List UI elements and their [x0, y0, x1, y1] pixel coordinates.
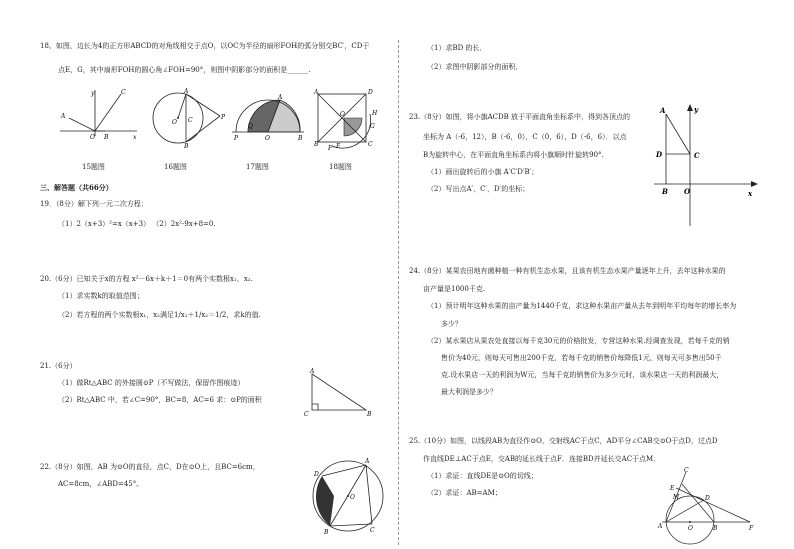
figure-17 [228, 92, 308, 147]
f22-a: A [365, 458, 370, 465]
f25-o: O [688, 525, 693, 532]
figure-16 [148, 86, 228, 148]
f17-q: Q [248, 123, 253, 130]
q18-line1: 18、如图，边长为4的正方形ABCD的对角线相交于点O，以OC为半径的扇形FOH的弧分别交BC′，CD于 [40, 42, 370, 50]
q24-p1b: 多少？ [441, 320, 462, 328]
q24-line1: 24.（8分）某果农田地有菌种植一种有机生态水果，且该有机生态水果产量逐年上升，去年这种水果的 [409, 267, 726, 275]
fig18-caption: 18题图 [329, 163, 352, 171]
f25-d: D [705, 495, 710, 502]
q24-p2a: （2）某水果店从果农处直接以每千克30元的价格批发，专营这种水果.经调查发现，若每千克的销 [427, 337, 730, 345]
f18-a: A [314, 89, 319, 96]
f25-c: C [684, 467, 689, 474]
f22-b: B [324, 529, 329, 536]
q19-parts: （1）2（x+3）²=x（x+3） （2）2x²-9x+8=0. [58, 220, 216, 228]
figure-15 [55, 86, 140, 141]
f21-a: A [310, 368, 315, 375]
f23-b: B [662, 187, 668, 196]
figure-25 [652, 466, 757, 546]
f16-o: O [172, 119, 177, 126]
fig15-caption: 15题图 [82, 163, 105, 171]
f17-o: O [265, 135, 270, 142]
q20: 20.（6分）已知关于x的方程 x²－6x＋k＋1＝0有两个实数根x₁，x₂. [40, 275, 253, 283]
f18-g: G [370, 123, 375, 130]
f22-d: D [314, 471, 319, 478]
f25-e: E [670, 485, 675, 492]
f17-a: A [278, 94, 283, 101]
f23-x: x [748, 189, 753, 198]
q25-p2: （2）求证：AB=AM； [427, 489, 502, 497]
f16-p: P [221, 114, 226, 121]
f21-c: C [304, 411, 309, 418]
q24-p2d: 最大利润是多少？ [441, 388, 497, 396]
f18-o: O [340, 111, 345, 118]
q21-p1: （1）做Rt△ABC 的外接圆⊙P（不写做法，保留作图痕迹） [58, 379, 245, 387]
q22-p1: （1）求BD 的长． [427, 44, 487, 52]
q19: 19．（8分）解下列一元二次方程： [40, 200, 148, 208]
q24-p2b: 售价为40元，则每天可售出200千克，若每千克的销售价每降低1元，则每天可多售出50千 [441, 354, 722, 362]
q24-line2: 亩产量是1000千克. [423, 285, 486, 293]
f18-b: B [314, 141, 319, 148]
q21-p2: （2）Rt△ABC 中，若∠C=90°，BC=8，AC=6 求：⊙P的面积 [58, 396, 262, 404]
q24-p1a: （1）预计明年这种水果的亩产量为1440千克，求这种水果亩产量从去年到明年平均每年的增长率为 [427, 302, 737, 310]
figure-18 [312, 88, 382, 150]
f18-d: D [368, 89, 373, 96]
fig16-caption: 16题图 [164, 163, 187, 171]
q22-line2: AC=8cm，∠ABD=45°。 [58, 480, 144, 488]
f25-a: A [658, 523, 663, 530]
f17-p: P [234, 135, 239, 142]
f21-b: B [367, 411, 372, 418]
q23-p2: （2）写出点A′，C′，D′的坐标； [427, 185, 530, 193]
q25-line2: 作直线DE⊥AC于点E，交AB的延长线于点F．连接BD并延长交AC于点M． [423, 455, 661, 463]
f18-c: C [368, 141, 373, 148]
q21: 21.（6分） [40, 362, 77, 370]
q23-line2: 坐标为 A（-6，12），B（-6，0），C（0，6），D（-6，6）．以点 [423, 133, 627, 141]
figure-22 [308, 452, 388, 542]
q25-line1: 25.（10分）如图，以线段AB为直径作⊙O，交射线AC于点C，AD平分∠CAB交⊙O于点D，过点D [409, 437, 718, 445]
section-3-heading: 三、解答题（共66分） [40, 183, 113, 192]
f23-o: O [684, 187, 691, 196]
q23-line3: B为旋转中心，在平面直角坐标系内将小旗顺时针旋转90°. [423, 151, 604, 159]
f18-f: F [328, 145, 333, 150]
column-divider [398, 40, 399, 545]
f18-h: H [372, 110, 378, 117]
q18-line2: 点E，G，其中扇形FOH的圆心角∠FOH=90°，则图中阴影部分的面积是______. [58, 66, 311, 74]
figure-23 [650, 102, 760, 230]
f15-o: O [90, 134, 95, 141]
f15-y: y [91, 90, 95, 97]
q23-line1: 23.（8分）如图，将小旗ACDB 放于平面直角坐标系中，得到各顶点的 [409, 113, 630, 121]
f22-o: O [350, 494, 355, 501]
f23-a: A [660, 106, 666, 115]
f16-c: C [188, 117, 193, 124]
f15-b: B [104, 134, 109, 141]
q23-p1: （1）画出旋转后的小旗 A′C′D′B′； [427, 168, 539, 176]
f23-c: C [694, 151, 700, 160]
f22-c: C [370, 527, 375, 534]
f25-b: B [713, 525, 718, 532]
figure-21 [300, 368, 378, 418]
f23-d: D [656, 150, 663, 159]
q25-p1: （1）求证：直线DE是⊙O的切线； [427, 472, 538, 480]
q20-p1: （1）求实数k的取值范围； [58, 292, 144, 300]
f16-a: A [184, 88, 189, 95]
fig17-caption: 17题图 [246, 163, 269, 171]
q22-line1: 22.（8分）如图，AB 为⊙O的直径，点C，D在⊙O上，且BC=6cm， [40, 463, 260, 471]
f18-e: E [336, 143, 341, 150]
f17-b: B [298, 135, 303, 142]
f23-y: y [694, 105, 699, 114]
q24-p2c: 克.设水果店一天的利润为W元，当每千克的销售价为多少元时，该水果店一天的利润最大， [441, 371, 724, 379]
q22-p2: （2）求图中阴影部分的面积． [427, 63, 523, 71]
f15-a: A [61, 113, 66, 120]
f25-f: F [749, 525, 754, 532]
f16-b: B [184, 143, 189, 148]
q20-p2: （2）若方程的两个实数根x₁，x₂满足1/x₁＋1/x₂＝1/2，求k的值. [58, 311, 261, 319]
f25-m: M [673, 494, 680, 501]
f15-x: x [133, 134, 137, 141]
f15-c: C [121, 89, 126, 96]
